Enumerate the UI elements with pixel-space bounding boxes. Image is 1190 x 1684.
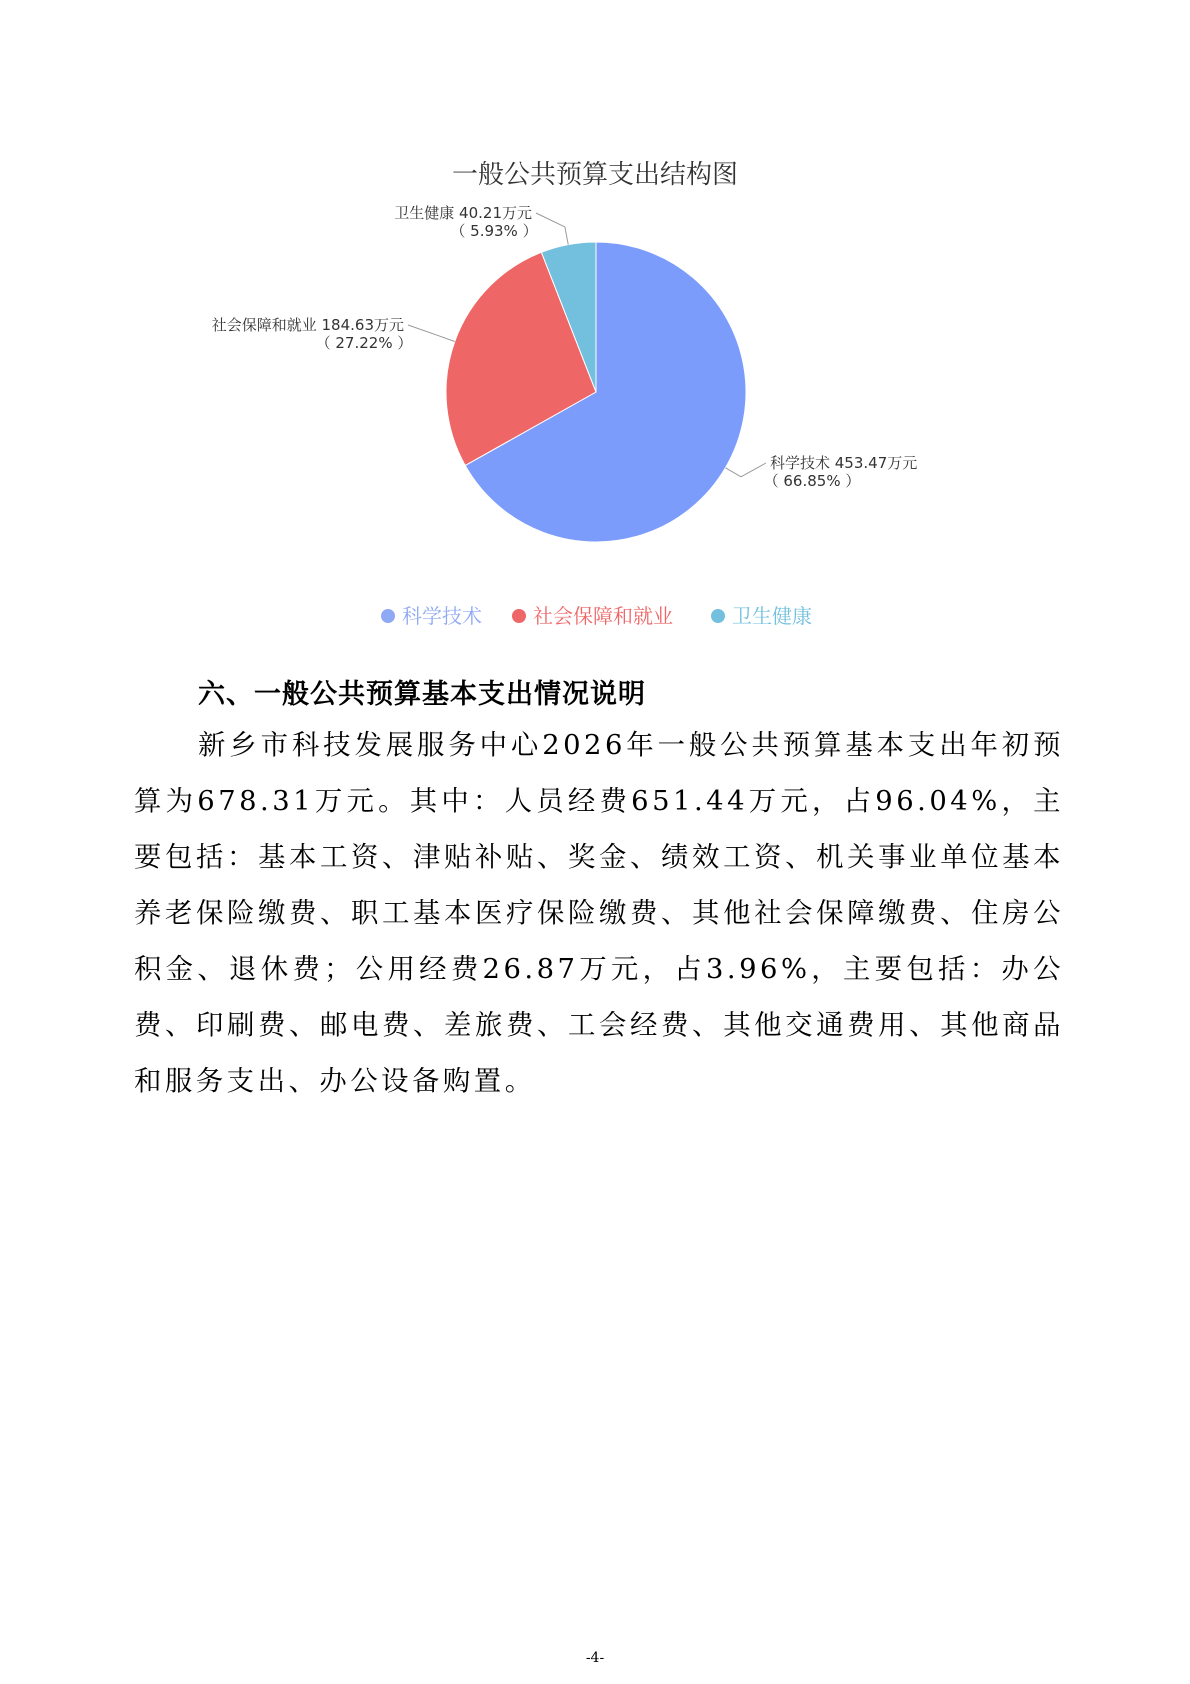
slice-label-2: 社会保障和就业 184.63万元 bbox=[211, 316, 404, 334]
slice-percent-label-1: （ 66.85% ） bbox=[763, 472, 861, 490]
label-leader-line-1 bbox=[725, 463, 766, 477]
label-leader-line-3 bbox=[536, 213, 568, 245]
pie-chart bbox=[0, 0, 1190, 640]
legend-marker-3 bbox=[711, 609, 725, 623]
legend-label-1[interactable]: 科学技术 bbox=[402, 604, 482, 628]
slice-label-3: 卫生健康 40.21万元 bbox=[394, 204, 532, 222]
legend-label-2[interactable]: 社会保障和就业 bbox=[533, 604, 673, 628]
section-heading: 六、一般公共预算基本支出情况说明 bbox=[198, 679, 646, 710]
slice-percent-label-2: （ 27.22% ） bbox=[315, 334, 413, 352]
slice-label-1: 科学技术 453.47万元 bbox=[770, 454, 918, 472]
slice-percent-label-3: （ 5.93% ） bbox=[450, 222, 538, 240]
chart-title: 一般公共预算支出结构图 bbox=[451, 160, 739, 190]
section-paragraph: 新乡市科技发展服务中心2026年一般公共预算基本支出年初预算为678.31万元。其中：人员经费651.44万元，占96.04%，主要包括：基本工资、津贴补贴、奖金、绩效工资、机关事业单位基本养老保险缴费、职工基本医疗保险缴费、其他社会保障缴费、住房公积金、退休费；公用经费26.87万元，占3.96%，主要包括：办公费、印刷费、邮电费、差旅费、工会经费、其他交通费用、其他商品和服务支出、办公设备购置。 bbox=[134, 730, 1064, 1097]
label-leader-line-2 bbox=[408, 325, 455, 342]
legend-label-3[interactable]: 卫生健康 bbox=[732, 604, 812, 628]
page-number: -4- bbox=[585, 1650, 605, 1666]
legend-marker-1 bbox=[381, 609, 395, 623]
legend-marker-2 bbox=[512, 609, 526, 623]
